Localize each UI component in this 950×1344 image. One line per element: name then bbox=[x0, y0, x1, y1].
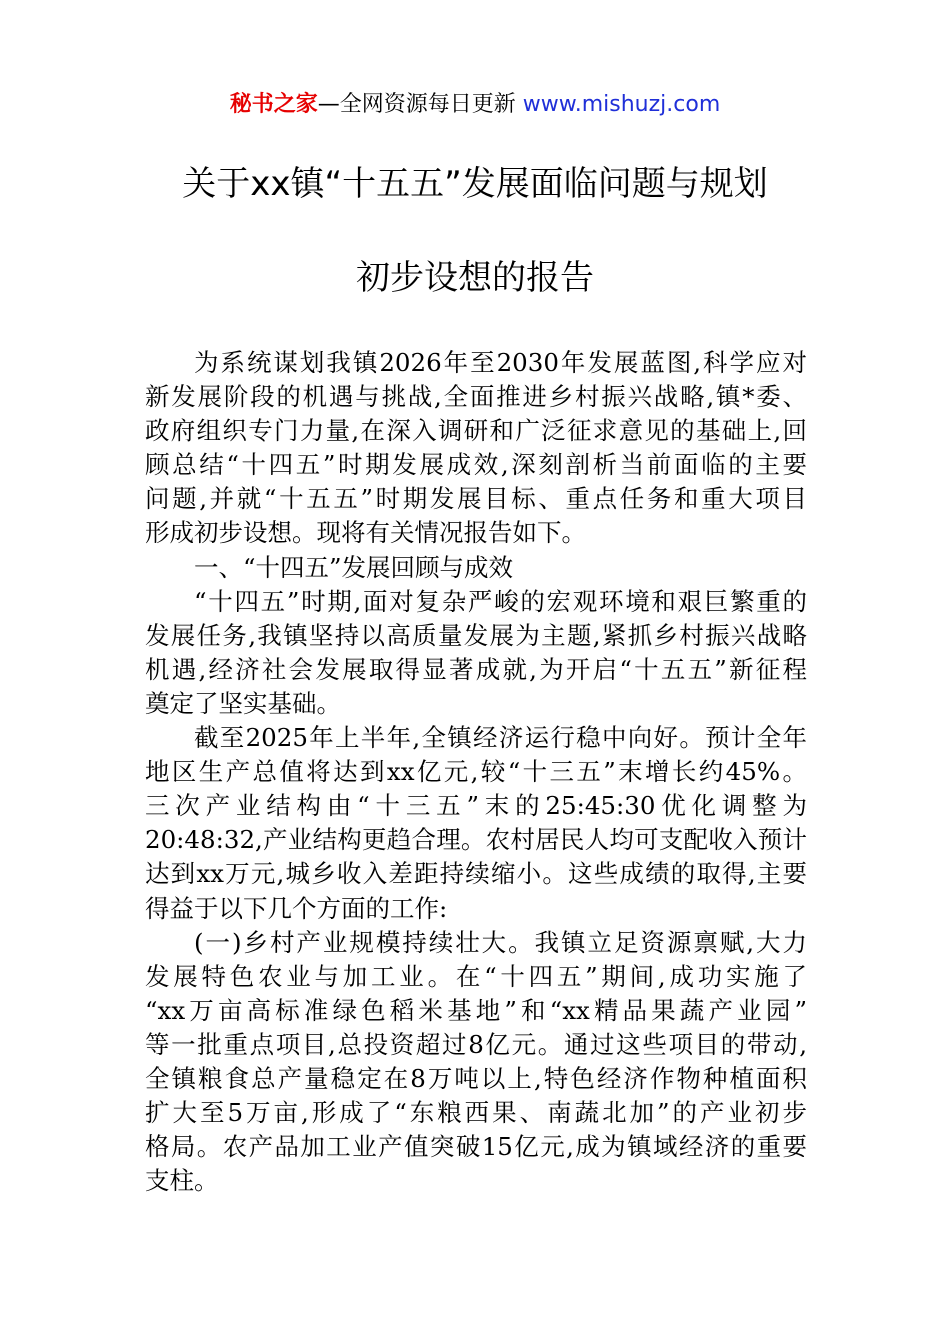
body-line: 发展特色农业与加工业。在“十四五”期间,成功实施了 bbox=[145, 961, 807, 991]
document-body bbox=[145, 346, 807, 1198]
body-line: “xx万亩高标准绿色稻米基地”和“xx精品果蔬产业园” bbox=[145, 995, 807, 1025]
body-line: 机遇,经济社会发展取得显著成就,为开启“十五五”新征程 bbox=[145, 654, 807, 684]
body-line: “十四五”时期,面对复杂严峻的宏观环境和艰巨繁重的 bbox=[194, 586, 807, 616]
section-heading: 一、“十四五”发展回顾与成效 bbox=[194, 552, 514, 582]
document-title-line-2: 初步设想的报告 bbox=[356, 258, 594, 298]
body-line: 问题,并就“十五五”时期发展目标、重点任务和重大项目 bbox=[145, 484, 807, 514]
site-url-link[interactable]: www.mishuzj.com bbox=[522, 92, 721, 117]
body-line: 地区生产总值将达到xx亿元,较“十三五”末增长约45%。 bbox=[145, 757, 807, 787]
body-line: 截至2025年上半年,全镇经济运行稳中向好。预计全年 bbox=[194, 723, 807, 753]
body-line: 奠定了坚实基础。 bbox=[145, 688, 341, 718]
body-line: 新发展阶段的机遇与挑战,全面推进乡村振兴战略,镇*委、 bbox=[145, 382, 807, 412]
body-line: 格局。农产品加工业产值突破15亿元,成为镇域经济的重要 bbox=[145, 1132, 807, 1162]
body-line: 20:48:32,产业结构更趋合理。农村居民人均可支配收入预计 bbox=[145, 825, 807, 855]
document-title-line-1: 关于xx镇“十五五”发展面临问题与规划 bbox=[182, 164, 768, 204]
body-line: 顾总结“十四五”时期发展成效,深刻剖析当前面临的主要 bbox=[145, 450, 807, 480]
body-line: 形成初步设想。现将有关情况报告如下。 bbox=[145, 518, 586, 548]
body-line: 发展任务,我镇坚持以高质量发展为主题,紧抓乡村振兴战略 bbox=[145, 620, 807, 650]
subsection-paragraph-line: (一)乡村产业规模持续壮大。我镇立足资源禀赋,大力 bbox=[194, 927, 807, 957]
body-line: 三次产业结构由“十三五”末的25:45:30优化调整为 bbox=[145, 791, 807, 821]
body-line: 得益于以下几个方面的工作: bbox=[145, 893, 448, 923]
body-line: 全镇粮食总产量稳定在8万吨以上,特色经济作物种植面积 bbox=[145, 1063, 807, 1093]
body-line: 扩大至5万亩,形成了“东粮西果、南蔬北加”的产业初步 bbox=[145, 1098, 807, 1128]
body-line: 等一批重点项目,总投资超过8亿元。通过这些项目的带动, bbox=[145, 1029, 807, 1059]
site-header bbox=[0, 88, 950, 122]
body-line: 政府组织专门力量,在深入调研和广泛征求意见的基础上,回 bbox=[145, 416, 807, 446]
site-brand: 秘书之家 bbox=[229, 92, 318, 117]
body-line: 达到xx万元,城乡收入差距持续缩小。这些成绩的取得,主要 bbox=[145, 859, 807, 889]
body-line: 为系统谋划我镇2026年至2030年发展蓝图,科学应对 bbox=[194, 348, 807, 377]
body-line: 支柱。 bbox=[145, 1166, 219, 1196]
site-tagline: —全网资源每日更新 bbox=[317, 92, 516, 117]
